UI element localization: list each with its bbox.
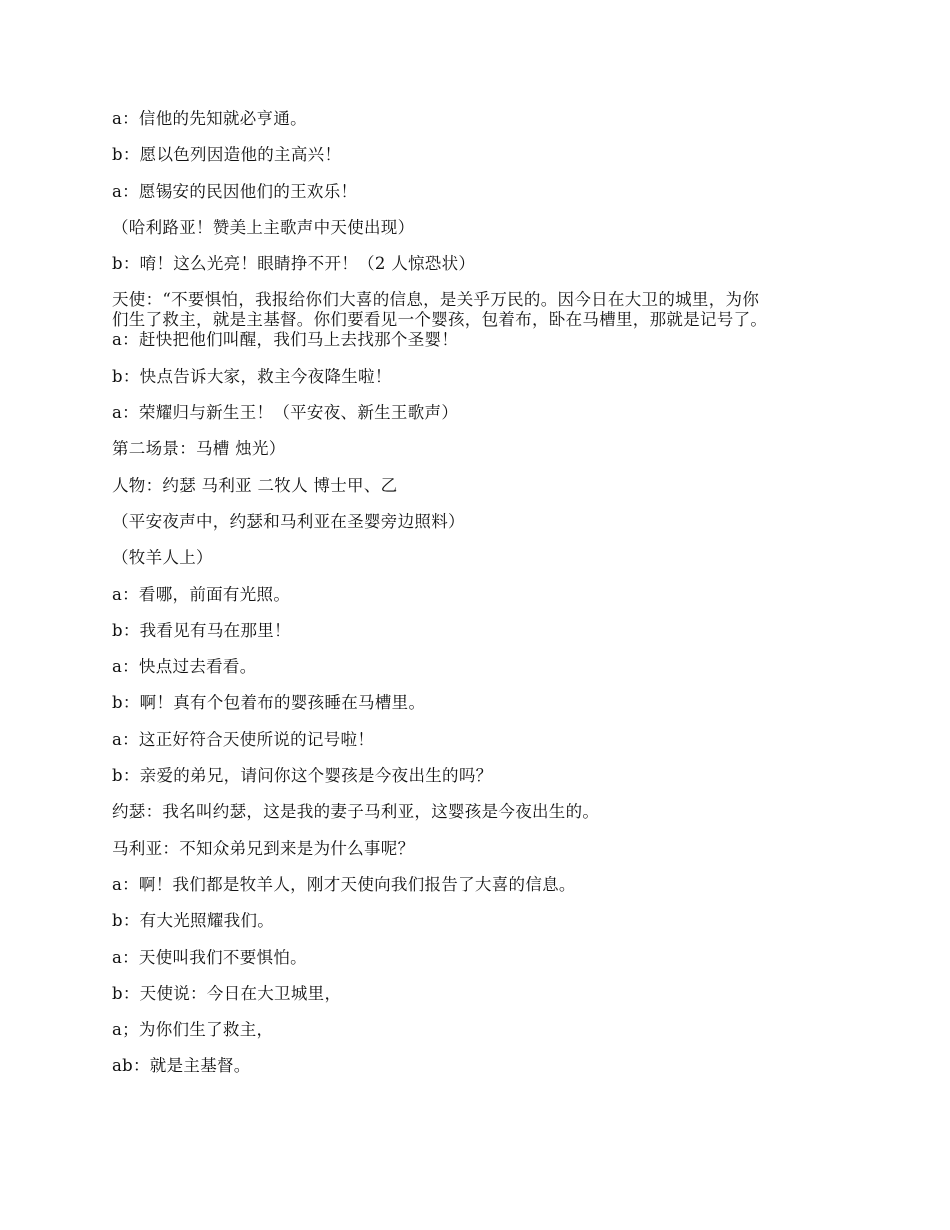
scene-heading: 第二场景：马槽 烛光）: [112, 439, 286, 459]
stage-direction: （牧羊人上）: [112, 548, 213, 568]
dialogue-line: a；为你们生了救主，: [112, 1020, 274, 1040]
dialogue-line: b：我看见有马在那里！: [112, 620, 291, 640]
dialogue-line: a：信他的先知就必亨通。: [112, 109, 307, 128]
angel-speech-line: 们生了救主，就是主基督。你们要看见一个婴孩，包着布，卧在马槽里，那就是记号了。: [112, 310, 768, 330]
dialogue-line: b：唷！这么光亮！眼睛挣不开！（2 人惊恐状）: [112, 254, 476, 274]
dialogue-line: a：快点过去看看。: [112, 657, 257, 677]
dialogue-line: b：愿以色列因造他的主高兴！: [112, 145, 342, 165]
dialogue-line: b：亲爱的弟兄，请问你这个婴孩是今夜出生的吗？: [112, 766, 493, 786]
dialogue-line: a：这正好符合天使所说的记号啦！: [112, 729, 375, 749]
script-text: [112, 109, 842, 1093]
dialogue-line: b：有大光照耀我们。: [112, 911, 275, 931]
dialogue-line: 约瑟：我名叫约瑟，这是我的妻子马利亚，这婴孩是今夜出生的。: [112, 802, 600, 822]
cast-list: 人物：约瑟 马利亚 二牧人 博士甲、乙: [112, 475, 398, 495]
dialogue-line: a：荣耀归与新生王！（平安夜、新生王歌声）: [112, 403, 459, 423]
dialogue-line: ab：就是主基督。: [112, 1056, 251, 1076]
stage-direction: （平安夜声中，约瑟和马利亚在圣婴旁边照料）: [112, 511, 465, 531]
dialogue-line: 马利亚：不知众弟兄到来是为什么事呢？: [112, 838, 415, 858]
dialogue-line: a：看哪，前面有光照。: [112, 584, 291, 604]
dialogue-line: a：啊！我们都是牧羊人，刚才天使向我们报告了大喜的信息。: [112, 874, 576, 894]
dialogue-line: b：天使说：今日在大卫城里，: [112, 983, 342, 1003]
dialogue-line: b：啊！真有个包着布的婴孩睡在马槽里。: [112, 693, 426, 713]
dialogue-line: b：快点告诉大家，救主今夜降生啦！: [112, 366, 392, 386]
dialogue-line: a：赶快把他们叫醒，我们马上去找那个圣婴！: [112, 330, 459, 350]
angel-speech-line: 天使：“不要惧怕，我报给你们大喜的信息，是关乎万民的。因今日在大卫的城里，为你: [112, 290, 760, 310]
dialogue-line: a：愿锡安的民因他们的王欢乐！: [112, 181, 358, 201]
stage-direction: （哈利路亚！赞美上主歌声中天使出现）: [112, 217, 415, 237]
angel-speech-paragraph: [112, 290, 842, 350]
dialogue-line: a：天使叫我们不要惧怕。: [112, 947, 307, 967]
